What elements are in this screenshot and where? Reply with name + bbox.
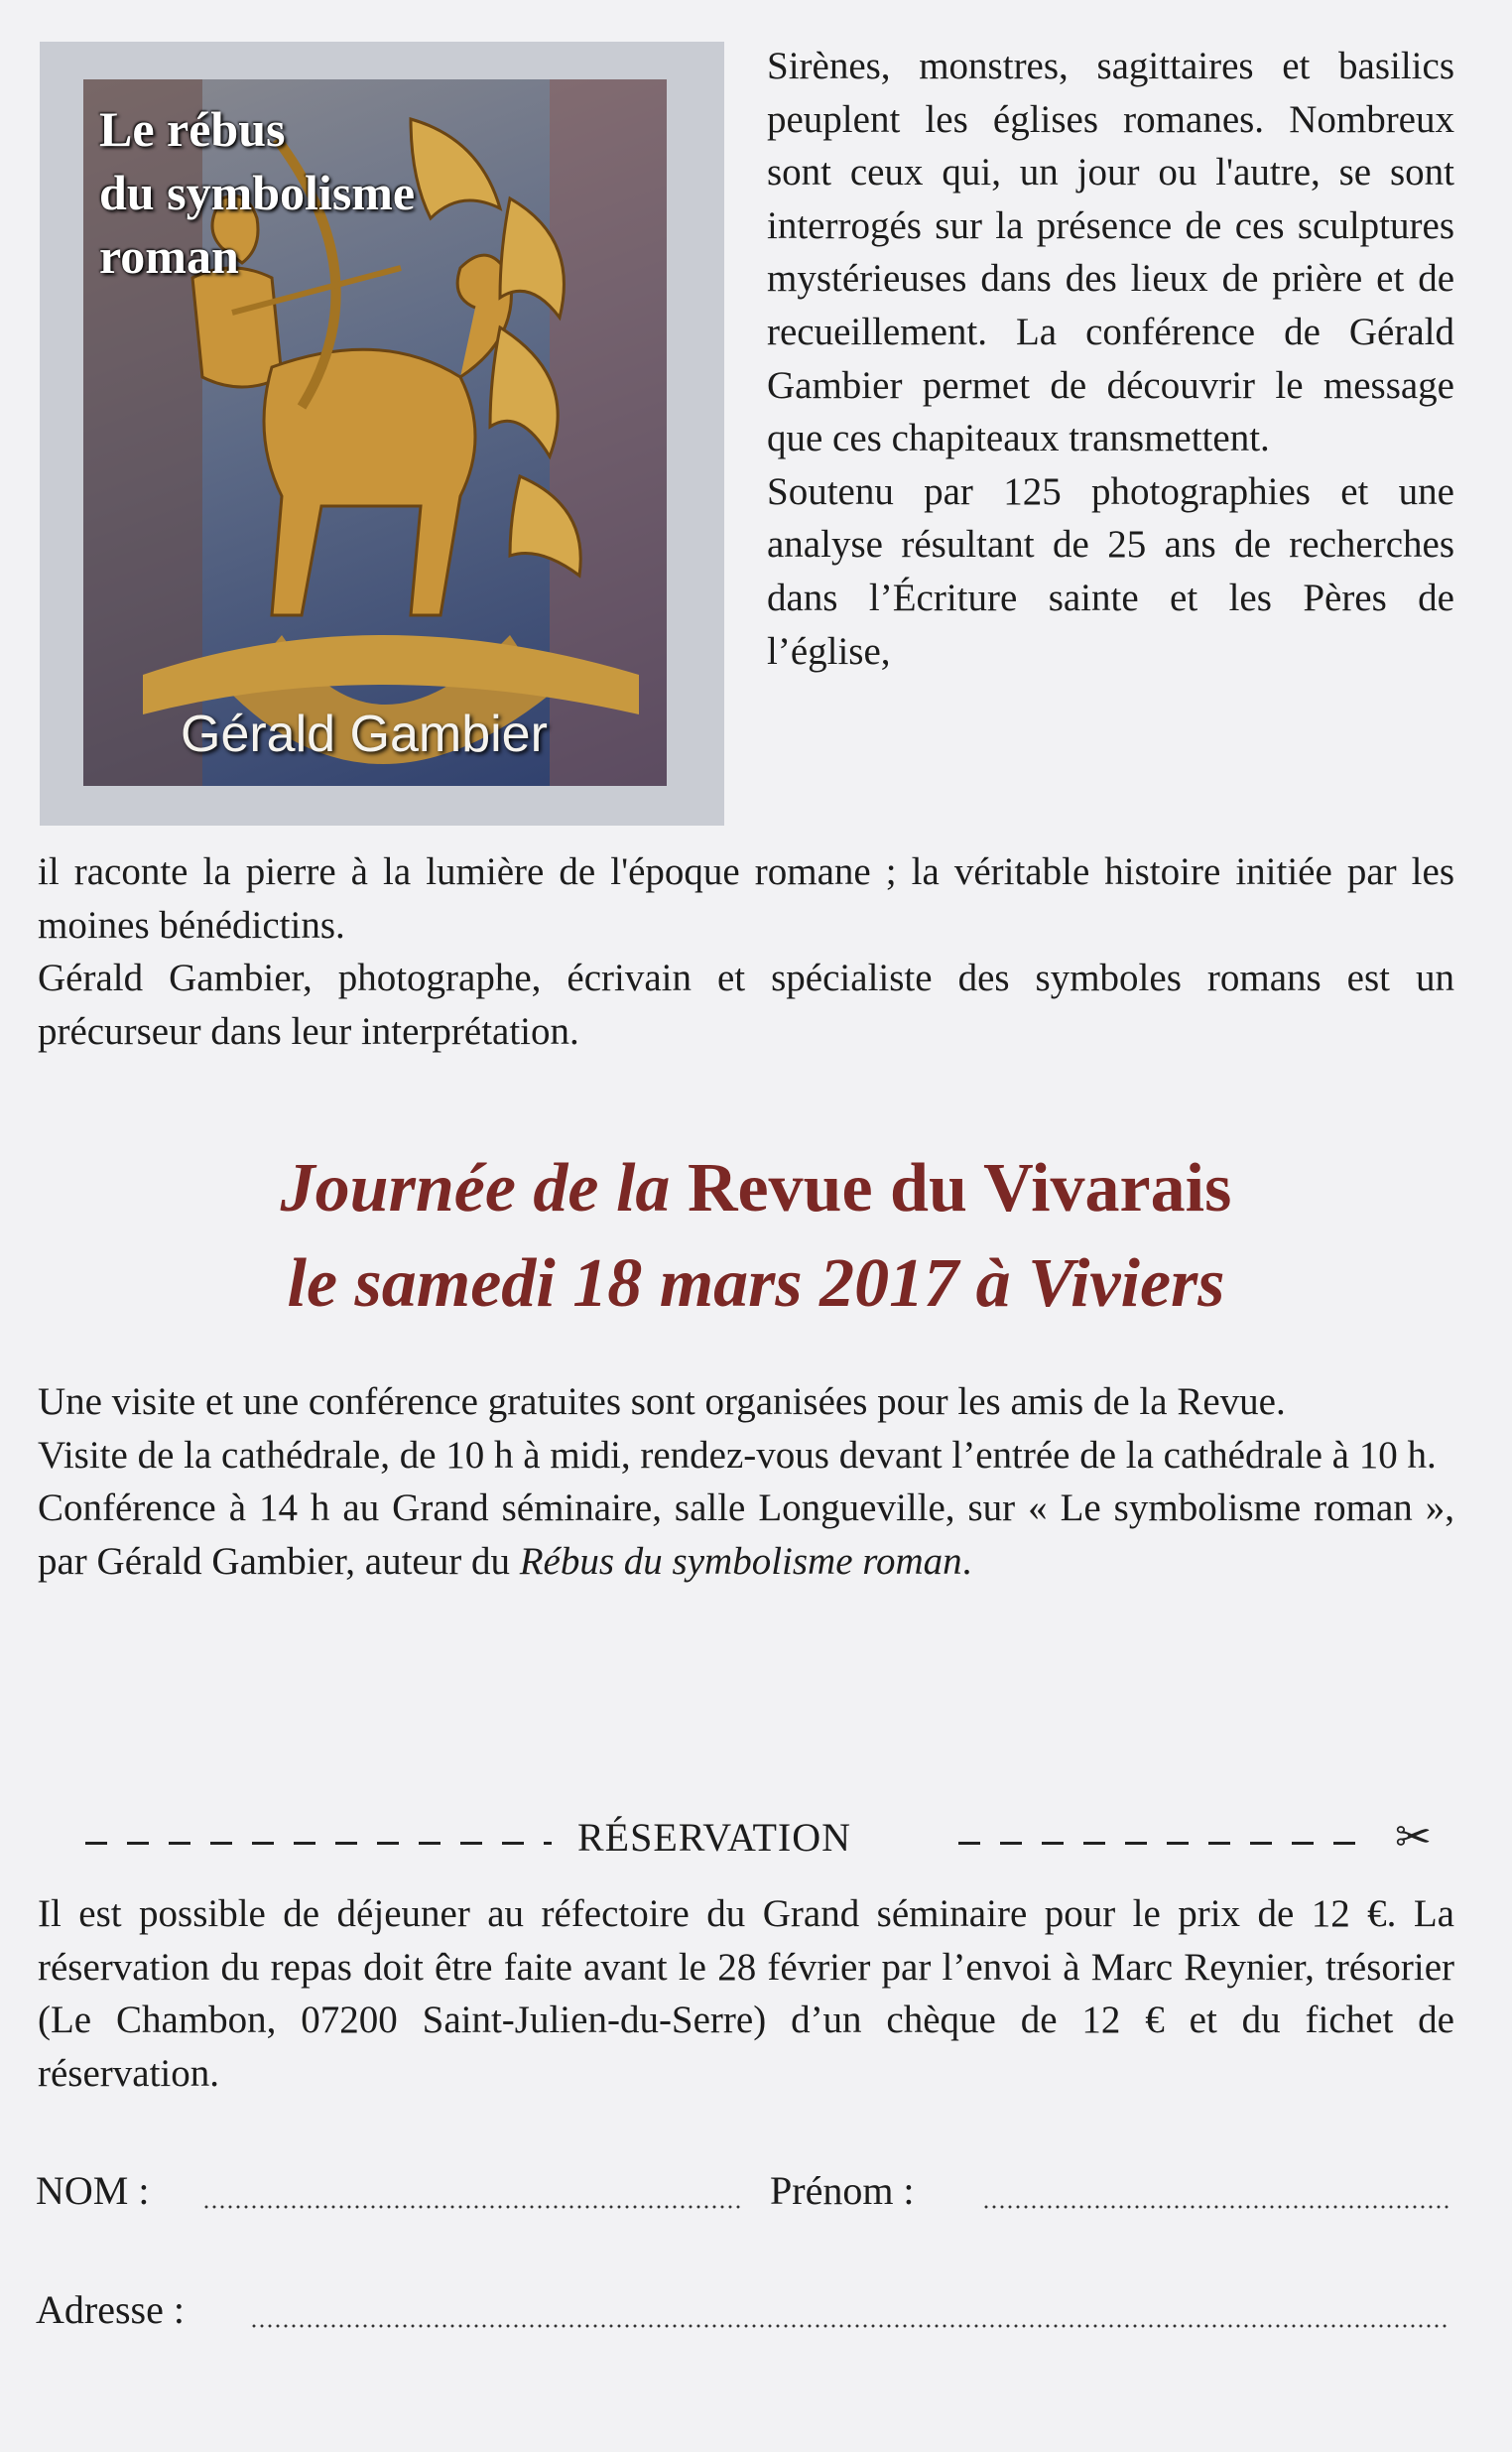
event-heading [0,1141,1512,1332]
intro-paragraph: Gérald Gambier, photographe, écrivain et spécialiste des symboles romans est un précurseur dans leur interprétation. [38,957,1454,1053]
event-heading-line-2: le samedi 18 mars 2017 à Viviers [287,1245,1225,1322]
reservation-paragraph: Il est possible de déjeuner au réfectoire du Grand séminaire pour le prix de 12 €. La réservation du repas doit être faite avant le 28 février par l’envoi à Marc Reynier, trésorier (Le Chambon, 07200 Saint-Julien-du-Serre) d’un chèque de 12 € et du fichet de réservation. [38,1892,1454,2095]
cover-title-line: Le rébus [99,101,286,157]
nom-label: NOM : [36,2168,150,2213]
intro-right-column [767,40,1454,678]
scissors-icon: ✂ [1395,1813,1432,1862]
details-paragraph [38,1482,1454,1588]
details-paragraph: Une visite et une conférence gratuites sont organisées pour les amis de la Revue. [38,1380,1286,1423]
cover-title-line: roman [99,228,239,284]
cover-title-line: du symbolisme [99,165,416,220]
book-cover-title [99,97,415,288]
intro-paragraph: Sirènes, monstres, sagittaires et basilics peuplent les églises romanes. Nombreux sont ceux qui, un jour ou l'autre, se sont interrogés sur la présence de ces sculptures mystérieuses dans des lieux de prière et de recueillement. La conférence de Gérald Gambier permet de découvrir le message que ces chapiteaux transmettent. [767,45,1454,460]
event-details [38,1375,1454,1588]
event-heading-line-1 [0,1141,1512,1236]
adresse-label: Adresse : [36,2287,185,2332]
prenom-label: Prénom : [770,2168,915,2213]
event-heading-revue: Revue du Vivarais [687,1150,1232,1226]
cut-line-dashes-right [958,1842,1375,1845]
nom-field[interactable] [202,2205,740,2209]
reservation-cut-line [85,1812,1464,1864]
book-cover-author: Gérald Gambier [181,706,548,763]
event-heading-italic: Journée de la [280,1150,671,1226]
details-punctuation: . [961,1539,972,1583]
cut-line-dashes-left [85,1842,552,1845]
adresse-field[interactable] [250,2324,1449,2328]
prenom-field[interactable] [982,2205,1449,2209]
intro-paragraph: Soutenu par 125 photographies et une analyse résultant de 25 ans de recherches dans l’Écriture sainte et les Pères de l’église, [767,469,1454,673]
intro-full-width [38,845,1454,1058]
reservation-text [38,1887,1454,2100]
reservation-label: RÉSERVATION [577,1815,851,1860]
intro-paragraph: il raconte la pierre à la lumière de l'époque romane ; la véritable histoire initiée par les moines bénédictins. [38,850,1454,947]
details-paragraph: Visite de la cathédrale, de 10 h à midi, rendez-vous devant l’entrée de la cathédrale à 10 h. [38,1433,1437,1477]
details-conference-text: Conférence à 14 h au Grand séminaire, salle Longueville, sur « Le symbolisme roman », par Gérald Gambier, auteur du [38,1486,1454,1583]
book-cover [83,79,667,786]
book-title-reference: Rébus du symbolisme roman [519,1539,962,1583]
